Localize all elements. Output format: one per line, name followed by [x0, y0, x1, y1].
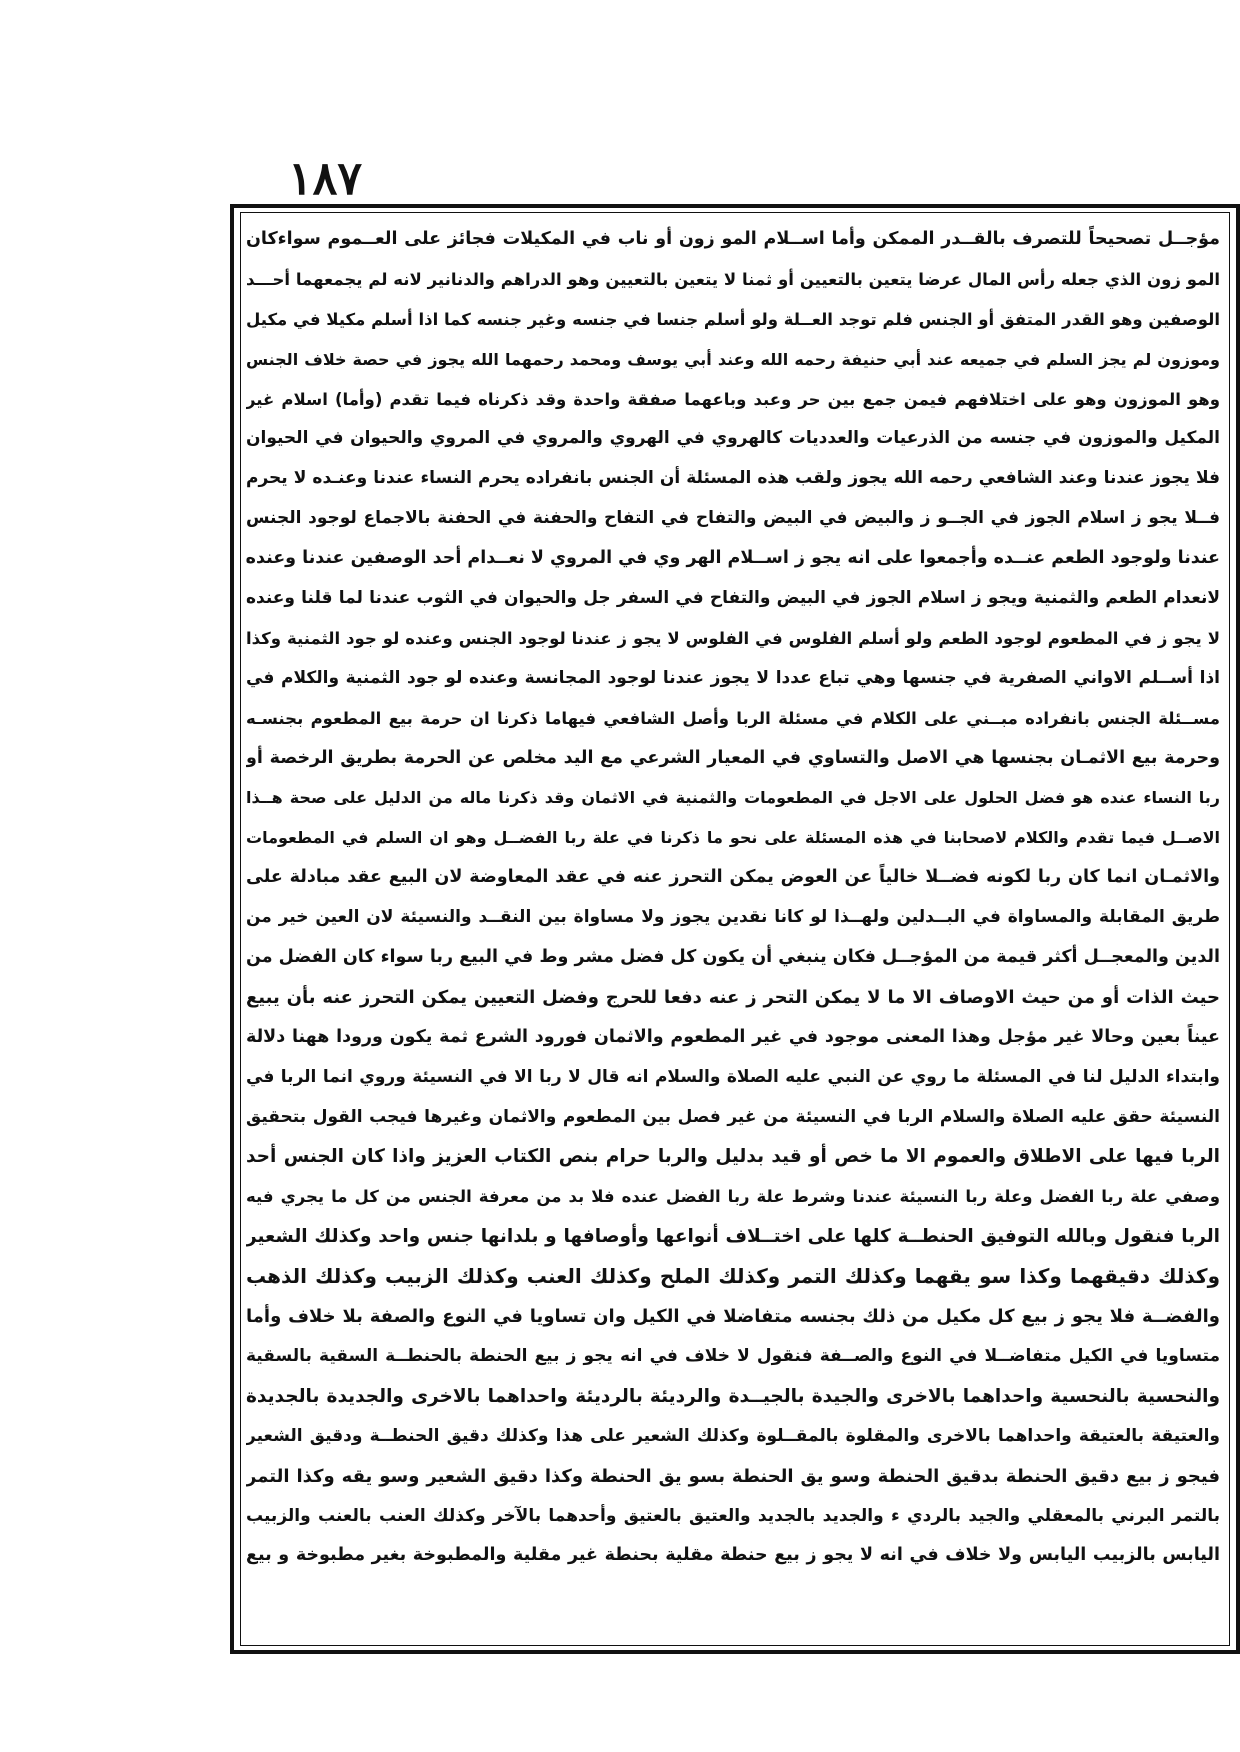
- text-line: اليابس بالزبيب اليابس ولا خلاف في انه لا يجو ز بيع حنطة مقلية بحنطة غير مقلية والمطبوخة بغير مطبوخة و بيع: [246, 1545, 1220, 1566]
- text-line: فــلا يجو ز اسلام الجوز في الجــو ز والبيض في البيض والتفاح في التفاح والحفنة في الحفنة بالاجماع لوجود الجنس: [246, 508, 1220, 529]
- text-line: لانعدام الطعم والثمنية ويجو ز اسلام الجوز في البيض والتفاح في السفر جل والحيوان في الثوب عندنا لما قلنا وعنده: [246, 588, 1220, 609]
- text-line: المو زون الذي جعله رأس المال عرضا يتعين بالتعيين أو ثمنا لا يتعين بالتعيين وهو الدراهم والدنانير لانه لم يجمعهما أحـــد: [246, 269, 1220, 289]
- text-line: لا يجو ز في المطعوم لوجود الطعم ولو أسلم الفلوس في الفلوس لا يجو ز عندنا لوجود الجنس وعنده لو جود الثمنية وكذا: [246, 628, 1220, 648]
- text-line: الربا فيها على الاطلاق والعموم الا ما خص أو قيد بدليل والربا حرام بنص الكتاب العزيز واذا كان الجنس أحد: [246, 1146, 1220, 1168]
- text-line: وهو الموزون وهو على اختلافهم فيمن جمع بين حر وعبد وباعهما صفقة واحدة وقد ذكرناه فيما تقدم (وأما) اسلام غير: [246, 389, 1220, 409]
- text-line: والعتيقة بالعتيقة واحداهما بالاخرى والمقلوة بالمقــلوة وكذلك الشعير على هذا وكذلك دقيق الحنطــة ودقيق الشعير: [246, 1425, 1220, 1446]
- text-line: والنحسية بالنحسية واحداهما بالاخرى والجيدة بالجيــدة والرديئة بالرديئة واحداهما بالاخرى والجديدة بالجديدة: [246, 1385, 1220, 1407]
- text-line: عندنا ولوجود الطعم عنــده وأجمعوا على انه يجو ز اســلام الهر وي في المروي لا نعــدام أحد الوصفين عندنا وعنده: [246, 548, 1220, 569]
- text-line: الاصــل فيما تقدم والكلام لاصحابنا في هذه المسئلة على نحو ما ذكرنا في علة ربا الفضــل وهو ان السلم في المطعومات: [246, 828, 1220, 848]
- text-line: والفضــة فلا يجو ز بيع كل مكيل من ذلك بجنسه متفاضلا في الكيل وان تساويا في النوع والصفة بلا خلاف وأما: [246, 1306, 1220, 1328]
- text-line: وصفي علة ربا الفضل وعلة ربا النسيئة عندنا وشرط علة ربا الفضل عنده فلا بد من معرفة الجنس من كل ما يجري فيه: [246, 1187, 1220, 1207]
- text-line: الربا فنقول وبالله التوفيق الحنطــة كلها على اختــلاف أنواعها وأوصافها و بلدانها جنس واحد وكذلك الشعير: [246, 1226, 1220, 1248]
- text-body: [246, 220, 1220, 1640]
- text-line: وكذلك دقيقهما وكذا سو يقهما وكذلك التمر وكذلك الملح وكذلك العنب وكذلك الزبيب وكذلك الذهب: [246, 1264, 1220, 1289]
- text-line: المكيل والموزون في جنسه من الذرعيات والعدديات كالهروي في الهروي والمروي في المروي والحيوان في الحيوان: [246, 428, 1220, 449]
- text-line: مســئلة الجنس بانفراده مبــني على الكلام في مسئلة الربا وأصل الشافعي فيهاما ذكرنا ان حرمة بيع المطعوم بجنسـه: [246, 708, 1220, 728]
- text-line: وابتداء الدليل لنا في المسئلة ما روي عن النبي عليه الصلاة والسلام انه قال لا ربا الا في النسيئة وروي انما الربا في: [246, 1066, 1220, 1087]
- text-line: ربا النساء عنده هو فضل الحلول على الاجل في المطعومات والثمنية في الاثمان وقد ذكرنا ماله من الدليل على صحة هــذا: [246, 788, 1220, 808]
- text-line: الدين والمعجــل أكثر قيمة من المؤجــل فكان ينبغي أن يكون كل فضل مشر وط في البيع ربا سواء كان الفضل من: [246, 947, 1220, 968]
- text-line: عيناً بعين وحالا غير مؤجل وهذا المعنى موجود في غير المطعوم والاثمان فورود الشرع ثمة يكون ورودا ههنا دلالة: [246, 1026, 1220, 1047]
- text-line: والاثمـان انما كان ربا لكونه فضــلا خالياً عن العوض يمكن التحرز عنه في عقد المعاوضة لان البيع عقد مبادلة على: [246, 867, 1220, 888]
- text-line: بالتمر البرني بالمعقلي والجيد بالردي ء والجديد بالجديد والعتيق بالعتيق وأحدهما بالآخر وكذلك العنب بالعنب والزبيب: [246, 1505, 1220, 1526]
- text-line: فيجو ز بيع دقيق الحنطة بدقيق الحنطة وسو يق الحنطة بسو يق الحنطة وكذا دقيق الشعير وسو يقه وكذا التمر: [246, 1465, 1220, 1487]
- text-line: وحرمة بيع الاثمـان بجنسها هي الاصل والتساوي في المعيار الشرعي مع اليد مخلص عن الحرمة بطريق الرخصة أو: [246, 747, 1220, 768]
- text-line: اذا أســلم الاواني الصفرية في جنسها وهي تباع عددا لا يجوز عندنا لوجود المجانسة وعنده لو جود الثمنية والكلام في: [246, 667, 1220, 688]
- page-number: ١٨٧: [287, 151, 363, 205]
- text-line: الوصفين وهو القدر المتفق أو الجنس فلم توجد العــلة ولو أسلم جنسا في جنسه وغير جنسه كما اذا أسلم مكيلا في مكيل: [246, 309, 1220, 329]
- text-line: فلا يجوز عندنا وعند الشافعي رحمه الله يجوز ولقب هذه المسئلة أن الجنس بانفراده يحرم النساء عندنا وعنـده لا يحرم: [246, 468, 1220, 489]
- text-line: النسيئة حقق عليه الصلاة والسلام الربا في النسيئة من غير فصل بين المطعوم والاثمان وغيرها فيجب القول بتحقيق: [246, 1106, 1220, 1127]
- text-line: وموزون لم يجز السلم في جميعه عند أبي حنيفة رحمه الله وعند أبي يوسف ومحمد رحمهما الله يجوز في حصة خلاف الجنس: [246, 349, 1220, 369]
- text-line: مؤجــل تصحيحاً للتصرف بالقــدر الممكن وأما اســلام المو زون أو ناب في المكيلات فجائز على العــموم سواءكان: [246, 229, 1220, 249]
- text-line: متساويا في الكيل متفاضــلا في النوع والصــفة فنقول لا خلاف في انه يجو ز بيع الحنطة بالحنطــة السقية بالسقية: [246, 1345, 1220, 1366]
- text-line: حيث الذات أو من حيث الاوصاف الا ما لا يمكن التحر ز عنه دفعا للحرج وفضل التعيين يمكن التحرز عنه بأن يبيع: [246, 986, 1220, 1008]
- text-line: طريق المقابلة والمساواة في البــدلين ولهــذا لو كانا نقدين يجوز ولا مساواة بين النقــد والنسيئة لان العين خير من: [246, 907, 1220, 928]
